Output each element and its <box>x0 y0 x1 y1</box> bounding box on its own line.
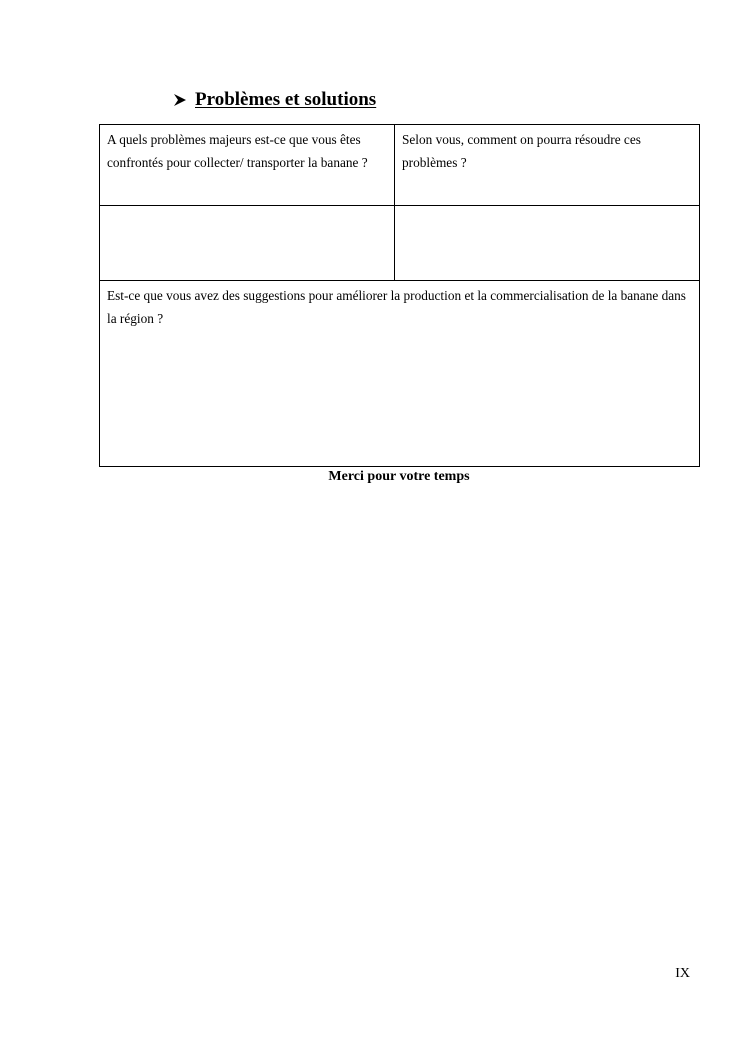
closing-thanks: Merci pour votre temps <box>328 469 470 484</box>
answer-row <box>100 206 700 281</box>
arrowhead-bullet-icon <box>173 93 187 107</box>
question-solutions-cell: Selon vous, comment on pourra résoudre ces problèmes ? <box>395 125 700 206</box>
question-problems-cell: A quels problèmes majeurs est-ce que vous êtes confrontés pour collecter/ transporter la banane ? <box>100 125 395 206</box>
suggestions-cell[interactable]: Est-ce que vous avez des suggestions pour améliorer la production et la commercialisation de la banane dans la région ? <box>100 281 700 467</box>
question-row <box>100 125 700 206</box>
section-title: Problèmes et solutions <box>195 89 377 110</box>
answer-problems-cell[interactable] <box>100 206 395 281</box>
page-number: IX <box>675 966 690 981</box>
section-heading <box>173 88 376 112</box>
suggestions-row <box>100 281 700 467</box>
answer-solutions-cell[interactable] <box>395 206 700 281</box>
problems-solutions-table <box>99 124 700 467</box>
